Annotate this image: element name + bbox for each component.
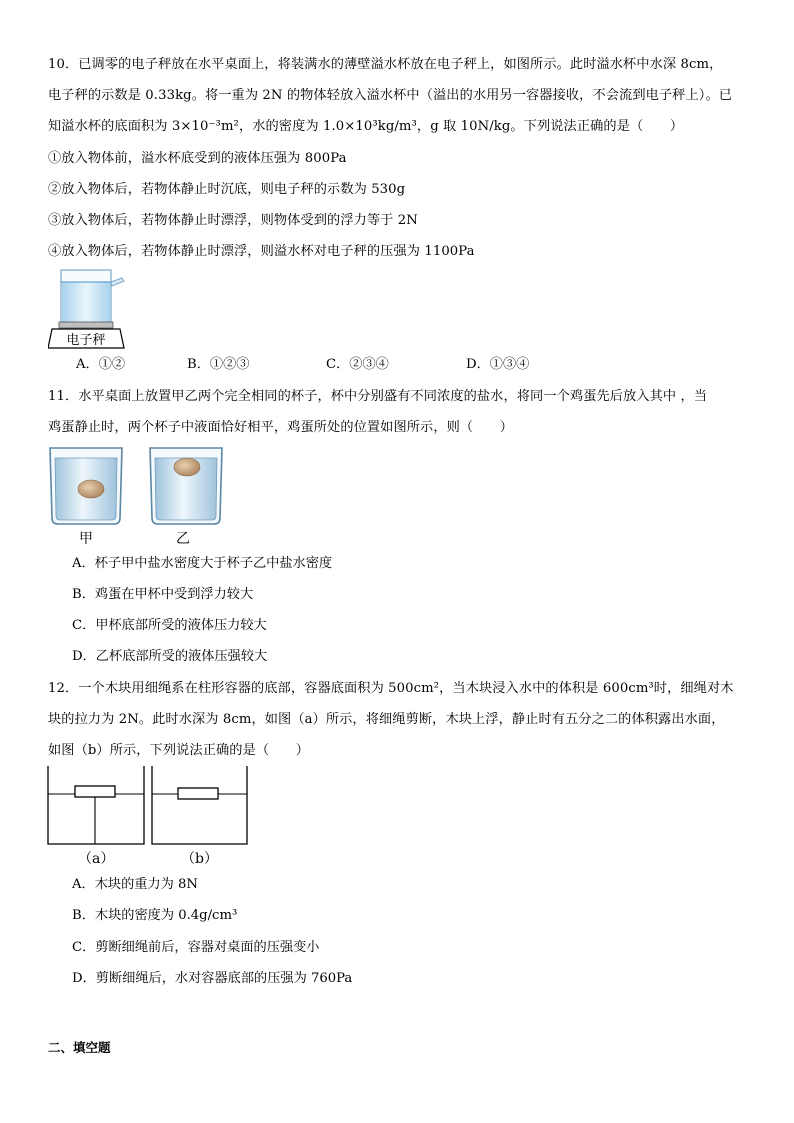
q11-option-b[interactable]: B．鸡蛋在甲杯中受到浮力较大 — [72, 587, 254, 602]
q10-statement-2: ②放入物体后，若物体静止时沉底，则电子秤的示数为 530g — [48, 182, 406, 197]
q10-option-c[interactable]: C．②③④ — [326, 357, 389, 372]
q12-line-2: 块的拉力为 2N。此时水深为 8cm，如图（a）所示，将细绳剪断，木块上浮，静止时有五分之二的体积露出水面， — [48, 712, 725, 727]
q10-option-d[interactable]: D．①③④ — [466, 357, 530, 372]
q12-option-c[interactable]: C．剪断细绳前后，容器对桌面的压强变小 — [72, 940, 320, 955]
q11-option-d[interactable]: D．乙杯底部所受的液体压强较大 — [72, 649, 268, 664]
fig-label-a: （a） — [78, 851, 115, 867]
q12-option-d[interactable]: D．剪断细绳后，水对容器底部的压强为 760Pa — [72, 971, 353, 986]
container-b — [152, 766, 247, 844]
q10-line-1: 10．已调零的电子秤放在水平桌面上，将装满水的薄壁溢水杯放在电子秤上，如图所示。此时溢水杯中水深 8cm， — [48, 57, 723, 72]
q12-line-3: 如图（b）所示，下列说法正确的是（ ） — [48, 743, 310, 758]
section-title-fill-in: 二、填空题 — [48, 1040, 111, 1055]
wood-block-containers-figure — [46, 764, 252, 846]
cup-label-yi: 乙 — [176, 531, 190, 547]
q10-option-a[interactable]: A．①② — [76, 357, 126, 372]
q12-option-a[interactable]: A．木块的重力为 8N — [72, 877, 198, 892]
q10-statement-3: ③放入物体后，若物体静止时漂浮，则物体受到的浮力等于 2N — [48, 213, 418, 228]
container-a — [48, 766, 144, 844]
q10-statement-4: ④放入物体后，若物体静止时漂浮，则溢水杯对电子秤的压强为 1100Pa — [48, 244, 475, 259]
q11-line-1: 11．水平桌面上放置甲乙两个完全相同的杯子，杯中分别盛有不同浓度的盐水，将同一个鸡蛋先后放入其中 ，当 — [48, 389, 708, 404]
q12-option-b[interactable]: B．木块的密度为 0.4g/cm³ — [72, 908, 238, 923]
cup-jia — [50, 448, 122, 524]
overflow-cup-on-scale-figure — [48, 268, 138, 350]
fig-label-b: （b） — [181, 851, 218, 867]
q11-line-2: 鸡蛋静止时，两个杯子中液面恰好相平，鸡蛋所处的位置如图所示，则（ ） — [48, 420, 514, 435]
egg-in-jia — [78, 480, 104, 498]
q11-option-c[interactable]: C．甲杯底部所受的液体压力较大 — [72, 618, 267, 633]
q10-statement-1: ①放入物体前，溢水杯底受到的液体压强为 800Pa — [48, 151, 347, 166]
cup-yi — [150, 448, 222, 524]
q11-option-a[interactable]: A．杯子甲中盐水密度大于杯子乙中盐水密度 — [72, 556, 333, 571]
q12-line-1: 12．一个木块用细绳系在柱形容器的底部，容器底面积为 500cm²，当木块浸入水中的体积是 600cm³时，细绳对木 — [48, 681, 734, 696]
egg-in-yi — [174, 458, 200, 476]
q10-line-2: 电子秤的示数是 0.33kg。将一重为 2N 的物体轻放入溢水杯中（溢出的水用另一容器接收，不会流到电子秤上）。已 — [48, 88, 733, 103]
scale-label: 电子秤 — [66, 333, 106, 348]
q10-option-b[interactable]: B．①②③ — [187, 357, 250, 372]
two-cups-with-eggs-figure — [48, 444, 228, 528]
q10-line-3: 知溢水杯的底面积为 3×10⁻³m²，水的密度为 1.0×10³kg/m³，g 取 10N/kg。下列说法正确的是（ ） — [48, 119, 684, 134]
cup-label-jia: 甲 — [79, 531, 93, 547]
